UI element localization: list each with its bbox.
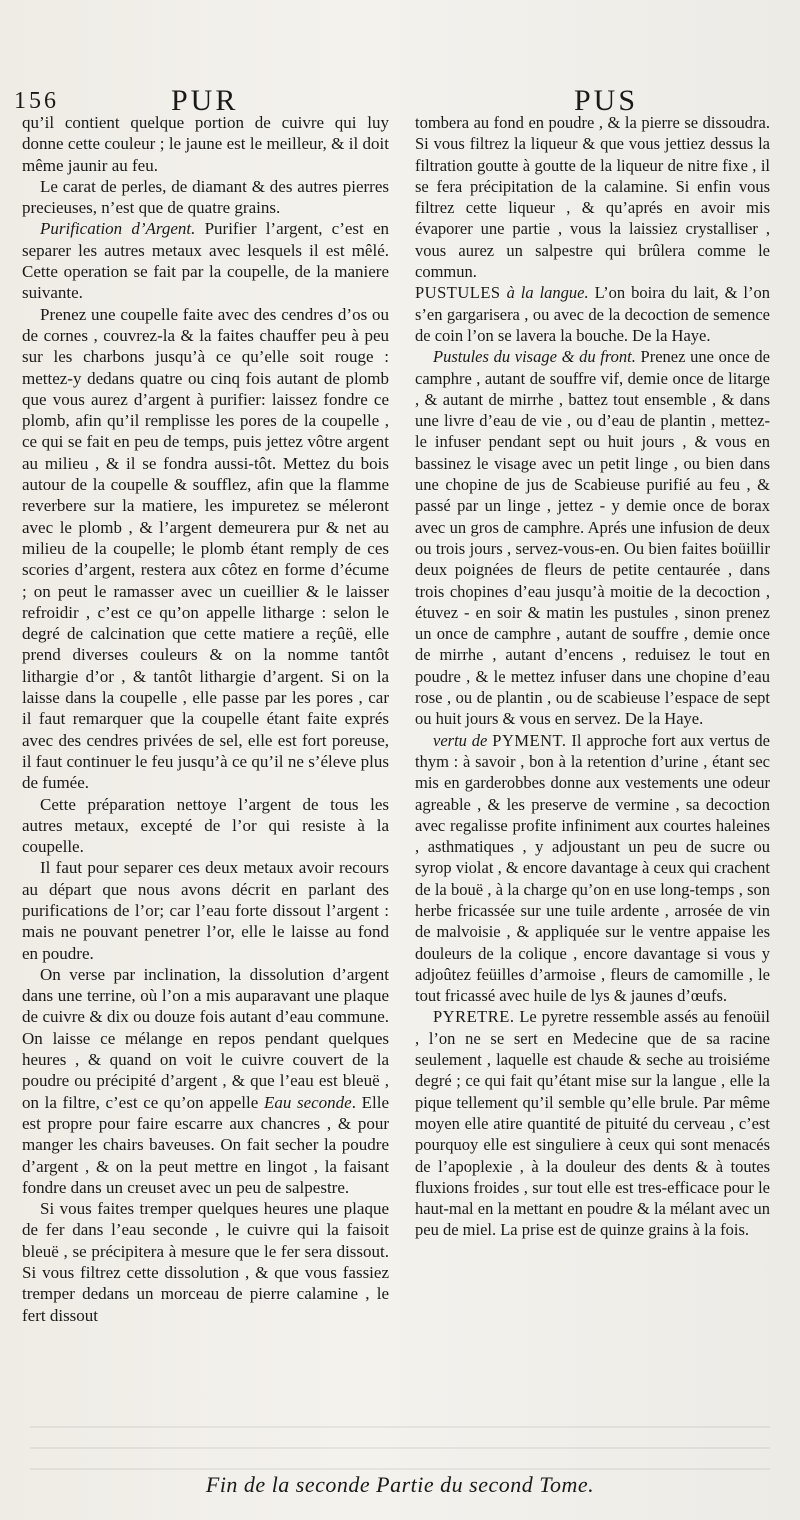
running-head-left: PUR	[171, 84, 239, 117]
paragraph: tombera au fond en poudre , & la pierre se dissoudra. Si vous filtrez la liqueur & que vous jettiez dessus la filtration goutte à goutte de la liqueur de nitre fixe , il se fera précipitation de la calamine. Si enfin vous filtrez cette liqueur , & qu’aprés en avoir mis évaporer une partie , vous la laissiez crystalliser , vous aurez un salpestre qui brûlera comme le commun.	[415, 113, 770, 282]
paragraph: Cette préparation nettoye l’argent de tous les autres metaux, excepté de l’or qui resiste à la coupelle.	[22, 794, 389, 857]
running-head-right: PUS	[574, 84, 639, 117]
paragraph: Si vous faites tremper quelques heures une plaque de fer dans l’eau seconde , le cuivre qui la faisoit bleuë , se précipitera à mesure que le fer sera dissout. Si vous filtrez cette dissolution , & que vous fassiez tremper dedans un morceau de pierre calamine , le fert dissout	[22, 1199, 389, 1325]
page-number: 156	[14, 88, 59, 114]
paragraph: PYRETRE. Le pyretre ressemble assés au fenoüil , l’on ne se sert en Medecine que de sa racine seulement , laquelle est chaude & seche au troisiéme degré ; ce qui fait qu’étant mise sur la langue , elle la pique tellement qu’il semble qu’elle brule. Par même moyen elle atire quantité de pituité du cerveau , c’est pourquoy elle est singuliere à ceux qui sont menacés de l’apoplexie , à la douleur des dents & à toutes fluxions froides , sur tout elle est tres-efficace pour le haut-mal en la mettant en poudre & la mélant avec un peu de miel. La prise est de quinze grains à la fois.	[415, 1007, 770, 1240]
left-column	[22, 112, 389, 1326]
right-column	[415, 112, 770, 1241]
end-note: Fin de la seconde Partie du second Tome.	[205, 1472, 595, 1497]
paragraph: Purification d’Argent. Purifier l’argent, c’est en separer les autres metaux avec lesquels il est mêlé. Cette operation se fait par la coupelle, de la maniere suivante.	[22, 219, 389, 303]
show-through	[30, 1410, 770, 1470]
paragraph: PUSTULES à la langue. L’on boira du lait, & l’on s’en gargarisera , ou avec de la decoction de semence de coin l’on se lavera la bouche. De la Haye.	[415, 283, 771, 345]
paragraph: vertu de PYMENT. Il approche fort aux vertus de thym : à savoir , bon à la retention d’urine , étant sec mis en garderobbes donne aux vestements une odeur agreable , & les preserve de vermine , sa decoction avec regalisse profite infiniment aux courtes haleines , asthmatiques , y adjoustant un peu de sucre ou syrop violat , & encore davantage à ceux qui crachent de la bouë , à la charge qu’on en use long-temps , son herbe fricassée sur une tuile ardente , arrosée de vin de malvoisie , & appliquée sur le ventre appaise les douleurs de la colique , encore davantage si vous y adjoûtez feüilles d’armoise , fleurs de camomille , le tout fricassé avec huile de lys & jaunes d’œufs.	[415, 730, 770, 1006]
paragraph: Le carat de perles, de diamant & des autres pierres precieuses, n’est que de quatre grains.	[22, 176, 389, 218]
paragraph: qu’il contient quelque portion de cuivre qui luy donne cette couleur ; le jaune est le meilleur, & il doit même jaunir au feu.	[22, 113, 389, 175]
paragraph: On verse par inclination, la dissolution d’argent dans une terrine, où l’on a mis auparavant une plaque de cuivre & dix ou douze fois autant d’eau commune. On laisse ce mélange en repos pendant quelques heures , & quand on voit le cuivre couvert de la poudre ou précipité d’argent , & que l’eau est bleuë , on la filtre, c’est ce qu’on appelle Eau seconde. Elle est propre pour faire escarre aux chancres , & pour manger les chairs baveuses. On fait secher la poudre d’argent , & on la peut mettre en lingot , la faisant fondre dans un creuset avec un peu de salpestre.	[22, 964, 389, 1197]
paragraph: Prenez une coupelle faite avec des cendres d’os ou de cornes , couvrez-la & la faites chauffer peu à peu sur les charbons jusqu’à ce qu’elle soit rouge : mettez-y dedans quatre ou cinq fois autant de plomb que vous aurez d’argent à purifier: laissez fondre ce plomb, afin qu’il remplisse les pores de la coupelle , ce qui se fait en peu de temps, puis jettez vôtre argent au milieu , & il se fondra aussi-tôt. Mettez du bois autour de la coupelle & soufflez, afin que la flamme reverbere sur la matiere, les impuretez se méleront avec le plomb , & l’argent demeurera pur & net au milieu de la coupelle; le plomb étant remply de ces scories d’argent, restera aux côtez en forme d’écume ; on peut le ramasser avec un cueillier & le laisser refroidir , c’est ce qu’on appelle litharge : selon le degré de calcination que cette matiere a reçûë, elle prend diverses couleurs & on la nomme tantôt lithargie d’or , & tantôt lithargie d’argent. Si on la laisse dans la coupelle , elle passe par les pores , car il faut remarquer que la coupelle étant faite exprés avec des cendres privées de sel, elle est fort poreuse, il faut continuer le feu jusqu’à ce qu’il ne s’éleve plus de fumée.	[22, 304, 389, 793]
paragraph: Pustules du visage & du front. Prenez une once de camphre , autant de souffre vif, demie once de litarge , & autant de mirrhe , battez tout ensemble , & dans une livre d’eau de vie , ou d’eau de plantin , mettez-le infuser pendant sept ou huit jours , & vous en bassinez le visage avec un petit linge , ou bien dans une chopine de jus de Scabieuse purifié au feu , & passé par un linge , jettez - y demie once de borax avec un gros de camphre. Aprés une infusion de deux ou trois jours , servez-vous-en. Ou bien faites boüillir deux poignées de fleurs de petite centaurée , dans trois chopines d’eau jusqu’à moitie de la decoction , étuvez - en soir & matin les pustules , sinon prenez un once de camphre , autant de souffre , demie once de mirrhe , autant d’encens , reduisez le tout en poudre , & le mettez infuser dans une chopine d’eau rose , ou de plantin , ou de scabieuse l’espace de sept ou huit jours & vous en servez. De la Haye.	[415, 347, 770, 729]
paragraph: Il faut pour separer ces deux metaux avoir recours au départ que nous avons décrit en parlant des purifications de l’or; car l’eau forte dissout l’argent : mais ne pouvant penetrer l’or, elle le laisse au fond en poudre.	[22, 858, 389, 963]
